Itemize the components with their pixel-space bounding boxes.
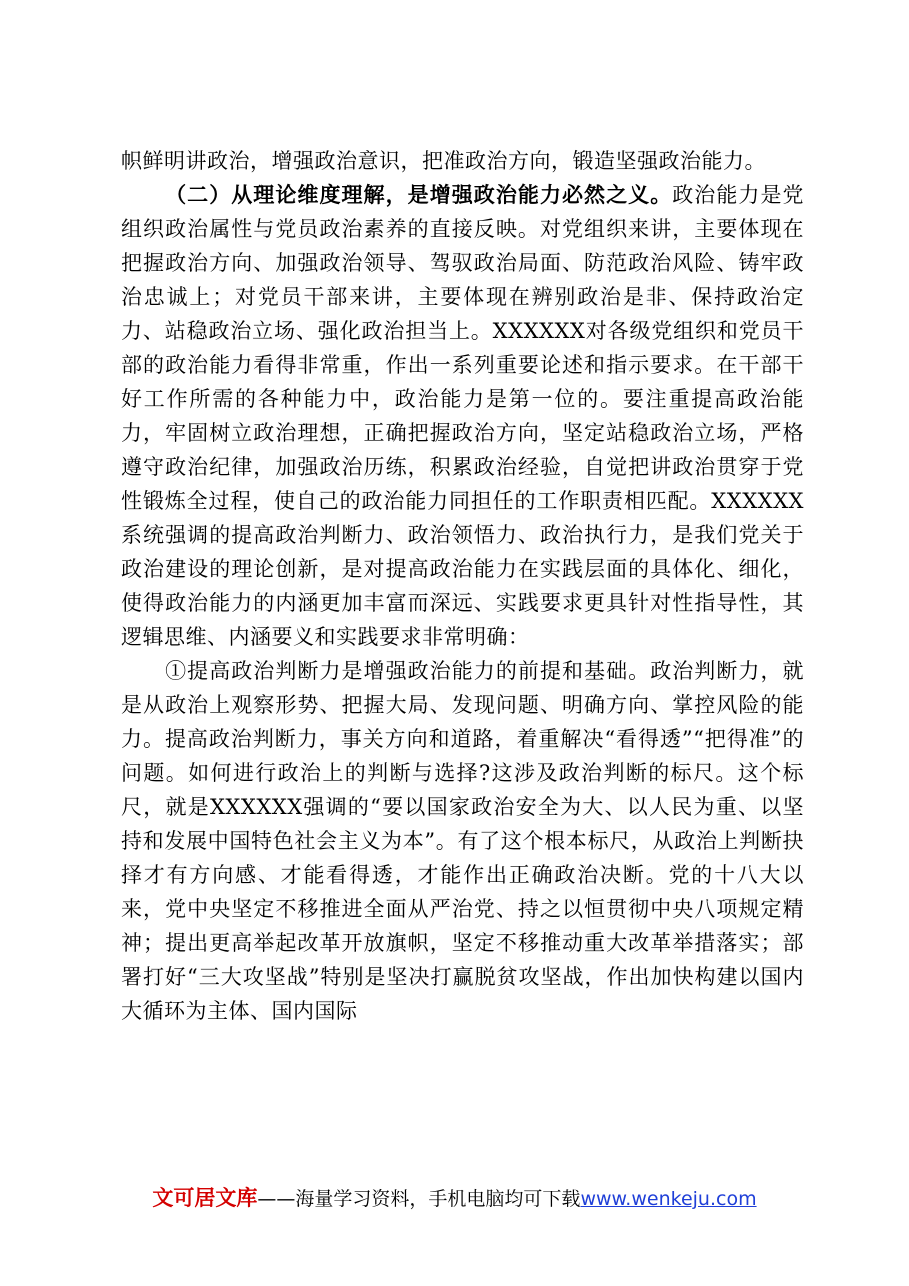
paragraph-continuation: 帜鲜明讲政治，增强政治意识，把准政治方向，锻造坚强政治能力。 bbox=[121, 149, 766, 173]
paragraph-point-one: ①提高政治判断力是增强政治能力的前提和基础。政治判断力，就是从政治上观察形势、把握大局、发现问题、明确方向、掌控风险的能力。提高政治判断力，事关方向和道路，着重解决“看得透”“把得准”的问题。如何进行政治上的判断与选择?这涉及政治判断的标尺。这个标尺，就是XXXXXX强调的“要以国家政治安全为大、以人民为重、以坚持和发展中国特色社会主义为本”。有了这个根本标尺，从政治上判断抉择才有方向感、才能看得透，才能作出正确政治决断。党的十八大以来，党中央坚定不移推进全面从严治党、持之以恒贯彻中央八项规定精神；提出更高举起改革开放旗帜，坚定不移推动重大改革举措落实；部署打好“三大攻坚战”特别是坚决打赢脱贫攻坚战，作出加快构建以国内大循环为主体、国内国际 bbox=[121, 659, 804, 1023]
footer-banner bbox=[0, 1182, 909, 1212]
section-body: 政治能力是党组织政治属性与党员政治素养的直接反映。对党组织来讲，主要体现在把握政治方向、加强政治领导、驾驭政治局面、防范政治风险、铸牢政治忠诚上；对党员干部来讲，主要体现在辨别政治是非、保持政治定力、站稳政治立场、强化政治担当上。XXXXXX对各级党组织和党员干部的政治能力看得非常重，作出一系列重要论述和指示要求。在干部干好工作所需的各种能力中，政治能力是第一位的。要注重提高政治能力，牢固树立政治理想，正确把握政治方向，坚定站稳政治立场，严格遵守政治纪律，加强政治历练，积累政治经验，自觉把讲政治贯穿于党性锻炼全过程，使自己的政治能力同担任的工作职责相匹配。XXXXXX系统强调的提高政治判断力、政治领悟力、政治执行力，是我们党关于政治建设的理论创新，是对提高政治能力在实践层面的具体化、细化，使得政治能力的内涵更加丰富而深远、实践要求更具针对性指导性，其逻辑思维、内涵要义和实践要求非常明确： bbox=[121, 183, 805, 649]
footer-url-link[interactable]: www.wenkeju.com bbox=[580, 1188, 757, 1210]
paragraph-section-two bbox=[121, 178, 804, 654]
footer-brand: 文可居文库 bbox=[152, 1186, 258, 1210]
section-heading: （二）从理论维度理解，是增强政治能力必然之义。 bbox=[165, 182, 673, 207]
footer-tagline: ——海量学习资料，手机电脑均可下载 bbox=[257, 1188, 581, 1210]
document-body bbox=[121, 144, 804, 1028]
